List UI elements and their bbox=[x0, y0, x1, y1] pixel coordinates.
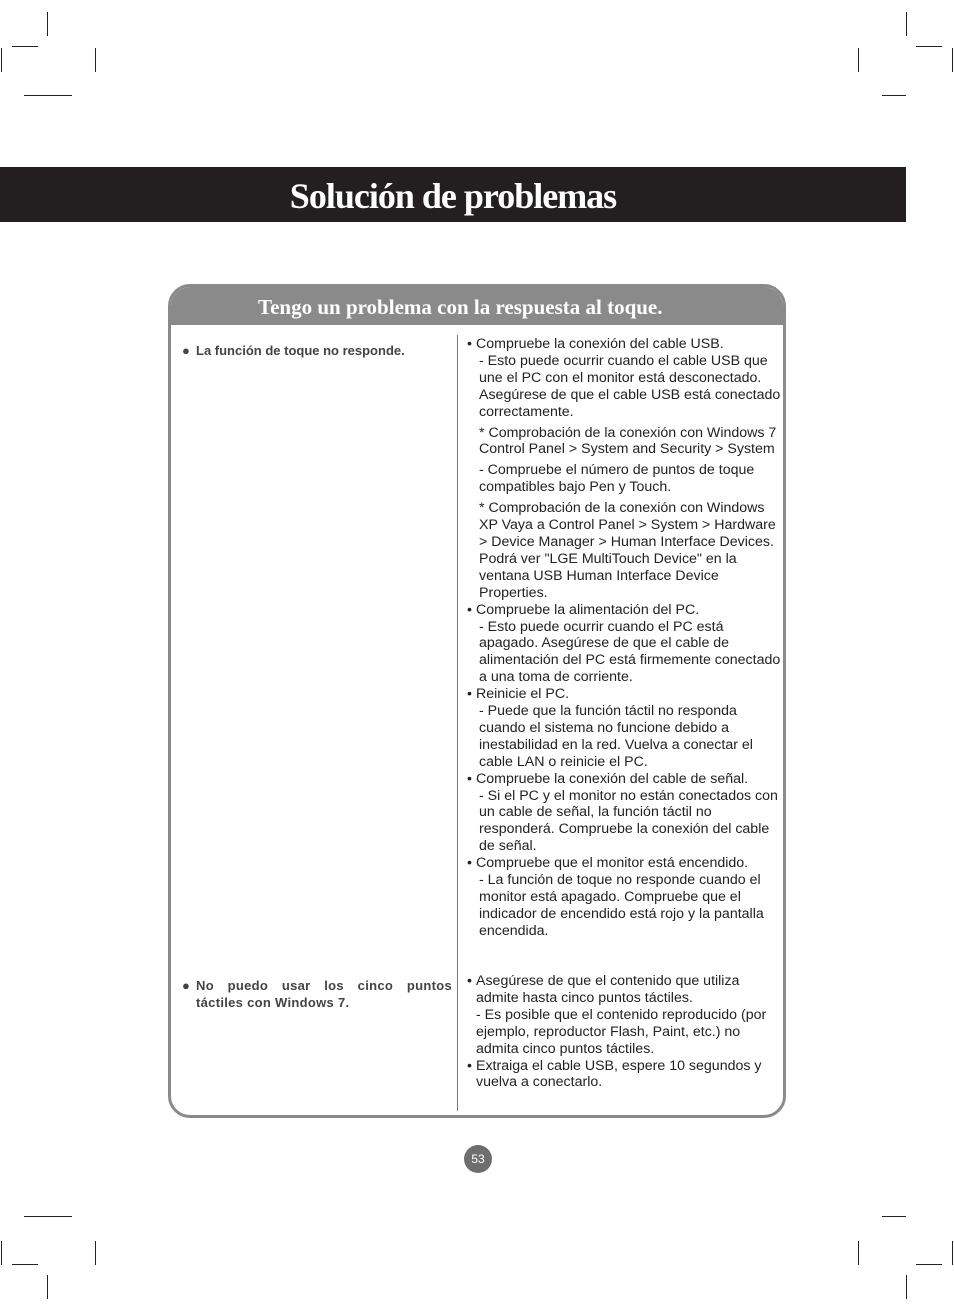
solution-item bbox=[467, 336, 785, 602]
solution-detail: - Esto puede ocurrir cuando el cable USB que une el PC con el monitor está desconectado. Asegúrese de que el cable USB está conectado correctamente. bbox=[479, 352, 781, 420]
solution-heading: Compruebe la conexión del cable de señal. bbox=[476, 770, 749, 787]
crop-mark bbox=[1, 1241, 2, 1265]
solution-heading: Reinicie el PC. bbox=[476, 686, 570, 703]
crop-mark bbox=[858, 48, 859, 72]
problem-label: ● La función de toque no responde. bbox=[182, 343, 405, 358]
section-title: Tengo un problema con la respuesta al toque. bbox=[171, 287, 783, 325]
solution-detail: - Compruebe el número de puntos de toque compatibles bajo Pen y Touch. bbox=[479, 462, 755, 496]
solution-item bbox=[467, 686, 785, 771]
solution-item bbox=[467, 1058, 785, 1092]
bullet-icon: • bbox=[467, 973, 472, 989]
solution-heading: Compruebe la conexión del cable USB. bbox=[476, 336, 724, 352]
solution-detail: - La función de toque no responde cuando el monitor está apagado. Compruebe que el indicador de encendido está rojo y la pantalla encendida. bbox=[479, 872, 764, 939]
bullet-icon: ● bbox=[182, 978, 190, 993]
bullet-icon: • bbox=[467, 770, 472, 787]
crop-mark bbox=[882, 1216, 906, 1217]
solution-heading: Compruebe la alimentación del PC. bbox=[476, 601, 700, 618]
crop-mark bbox=[858, 1241, 859, 1265]
bullet-icon: • bbox=[467, 601, 472, 618]
troubleshooting-box bbox=[168, 284, 786, 1118]
bullet-icon: • bbox=[467, 1057, 472, 1074]
page-title: Solución de problemas bbox=[289, 176, 617, 216]
crop-mark bbox=[906, 1275, 907, 1299]
crop-mark bbox=[952, 48, 953, 72]
crop-mark bbox=[916, 46, 942, 47]
bullet-icon: ● bbox=[182, 343, 190, 358]
solution-list bbox=[467, 336, 785, 940]
crop-mark bbox=[95, 1241, 96, 1265]
crop-mark bbox=[47, 12, 48, 36]
bullet-icon: • bbox=[467, 336, 472, 352]
solution-heading: Asegúrese de que el contenido que utiliza admite hasta cinco puntos táctiles. bbox=[476, 973, 740, 1006]
crop-mark bbox=[47, 1275, 48, 1299]
solution-detail: - Es posible que el contenido reproducido (por ejemplo, reproductor Flash, Paint, etc.) no admita cinco puntos táctiles. bbox=[476, 1006, 767, 1057]
solution-detail: * Comprobación de la conexión con Windows 7 Control Panel > System and Security > System bbox=[479, 424, 777, 458]
crop-mark bbox=[906, 12, 907, 36]
crop-mark bbox=[95, 48, 96, 72]
title-bar bbox=[0, 167, 906, 222]
crop-mark bbox=[882, 95, 906, 96]
solution-item bbox=[467, 855, 785, 940]
solution-item bbox=[467, 602, 785, 687]
solution-list bbox=[467, 973, 785, 1091]
solution-item bbox=[467, 771, 785, 856]
crop-mark bbox=[24, 95, 72, 96]
bullet-icon: • bbox=[467, 855, 472, 872]
solution-heading: Extraiga el cable USB, espere 10 segundos y vuelva a conectarlo. bbox=[476, 1057, 762, 1091]
crop-mark bbox=[952, 1241, 953, 1265]
bullet-icon: • bbox=[467, 686, 472, 703]
crop-mark bbox=[12, 1264, 38, 1265]
solution-detail: * Comprobación de la conexión con Windows XP Vaya a Control Panel > System > Hardware > Device Manager > Human Interface Devices. Podrá ver "LGE MultiTouch Device" en la ventana USB Human Interface Device Properties. bbox=[479, 500, 776, 601]
solution-item bbox=[467, 973, 785, 1058]
problem-label: ● No puedo usar los cinco puntos táctiles con Windows 7. bbox=[182, 978, 452, 1010]
solution-detail: - Esto puede ocurrir cuando el PC está apagado. Asegúrese de que el cable de alimentación del PC está firmemente conectado a una toma de corriente. bbox=[479, 618, 781, 686]
solution-detail: - Si el PC y el monitor no están conectados con un cable de señal, la función táctil no responderá. Compruebe la conexión del cable de señal. bbox=[479, 787, 778, 855]
solution-heading: Compruebe que el monitor está encendido. bbox=[476, 855, 749, 872]
crop-mark bbox=[1, 48, 2, 72]
solution-detail: - Puede que la función táctil no responda cuando el sistema no funcione debido a inestabilidad en la red. Vuelva a conectar el cable LAN o reinicie el PC. bbox=[479, 703, 753, 770]
crop-mark bbox=[24, 1216, 72, 1217]
page-number: 53 bbox=[464, 1145, 492, 1173]
column-divider bbox=[457, 335, 458, 1111]
crop-mark bbox=[916, 1264, 942, 1265]
crop-mark bbox=[12, 46, 38, 47]
